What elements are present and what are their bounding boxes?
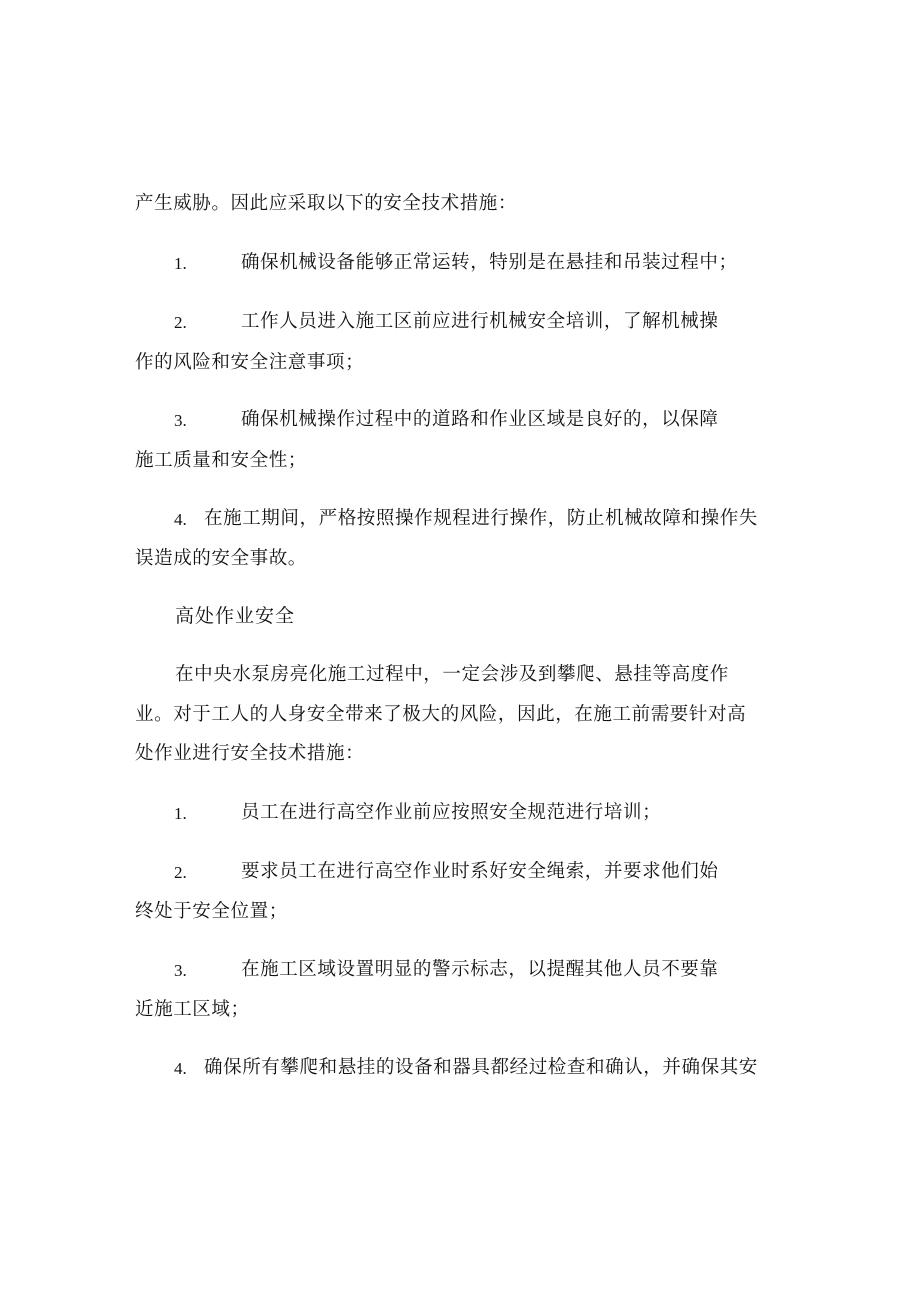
list-number: 3. xyxy=(174,411,187,430)
paragraph-line: 在中央水泵房亮化施工过程中，一定会涉及到攀爬、悬挂等高度作 xyxy=(175,664,729,685)
list-item-text: 确保机械操作过程中的道路和作业区域是良好的，以保障 xyxy=(241,409,719,430)
list-item-text-continued: 误造成的安全事故。 xyxy=(135,548,307,569)
paragraph-line: 处作业进行安全技术措施： xyxy=(135,743,365,764)
list-item-text-continued: 施工质量和安全性； xyxy=(135,450,307,471)
list-item-text: 确保所有攀爬和悬挂的设备和器具都经过检查和确认，并确保其安 xyxy=(204,1057,758,1078)
list-item-text: 在施工区域设置明显的警示标志，以提醒其他人员不要靠 xyxy=(241,959,719,980)
list-number: 2. xyxy=(174,313,187,332)
intro-line: 产生威胁。因此应采取以下的安全技术措施： xyxy=(135,193,518,214)
list-number: 1. xyxy=(174,254,187,273)
list-item-text-continued: 近施工区域； xyxy=(135,999,250,1020)
list-number: 4. xyxy=(174,1059,187,1078)
paragraph-line: 业。对于工人的人身安全带来了极大的风险，因此，在施工前需要针对高 xyxy=(135,704,747,725)
list-number: 3. xyxy=(174,961,187,980)
list-item-text: 在施工期间，严格按照操作规程进行操作，防止机械故障和操作失 xyxy=(204,508,758,529)
list-item-text-continued: 作的风险和安全注意事项； xyxy=(135,352,365,373)
list-number: 4. xyxy=(174,510,187,529)
section-heading: 高处作业安全 xyxy=(175,605,296,627)
list-item-text: 要求员工在进行高空作业时系好安全绳索，并要求他们始 xyxy=(241,861,719,882)
list-number: 1. xyxy=(174,804,187,823)
list-item-text: 确保机械设备能够正常运转，特别是在悬挂和吊装过程中； xyxy=(241,252,738,273)
list-number: 2. xyxy=(174,863,187,882)
list-item-text-continued: 终处于安全位置； xyxy=(135,901,288,922)
list-item-text: 工作人员进入施工区前应进行机械安全培训，了解机械操 xyxy=(241,311,719,332)
list-item-text: 员工在进行高空作业前应按照安全规范进行培训； xyxy=(241,802,662,823)
